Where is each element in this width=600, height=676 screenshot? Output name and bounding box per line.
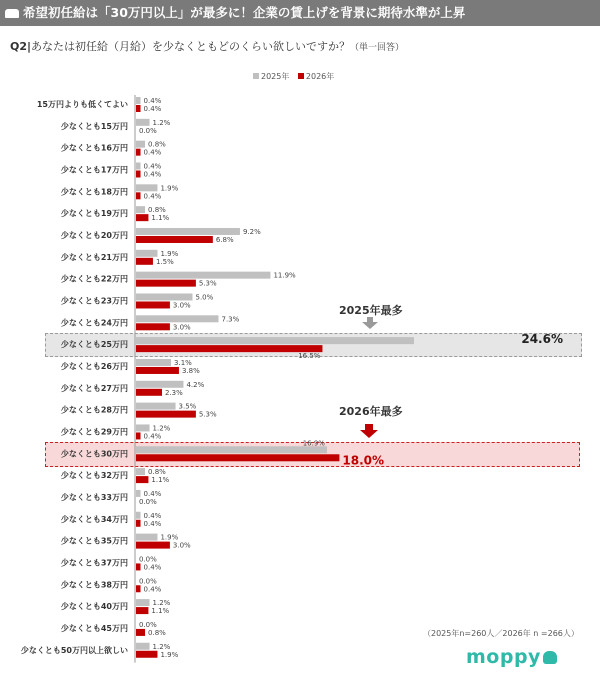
data-label-2025: 1.9% (160, 249, 179, 258)
data-label-2025: 0.0% (139, 555, 157, 564)
bar-2025 (136, 141, 145, 148)
question-body: あなたは初任給（月給）を少なくともどのくらい欲しいですか？ (31, 40, 351, 53)
data-label-2025: 1.2% (152, 642, 171, 651)
data-label-2025: 1.2% (152, 118, 171, 127)
bar-2025 (136, 599, 150, 606)
data-label-2025: 1.2% (152, 599, 171, 608)
bar-2025 (136, 162, 141, 169)
bar-2025 (136, 315, 218, 322)
data-label-2026: 6.8% (215, 235, 234, 244)
bar-2025 (136, 403, 176, 410)
data-label-2026: 3.0% (172, 323, 191, 332)
data-label-2025: 0.8% (148, 468, 166, 477)
bar-2026 (136, 170, 141, 177)
data-label-2025: 16.9% (302, 439, 325, 448)
data-label-2026: 0.4% (143, 563, 162, 572)
data-label-2025: 1.9% (160, 533, 179, 542)
bar-2026 (136, 389, 162, 396)
bar-2026 (136, 520, 141, 527)
category-label: 少なくとも40万円 (60, 602, 128, 612)
data-label-2025: 24.6% (521, 332, 563, 347)
data-label-2026: 0.4% (143, 105, 162, 113)
bar-2025 (136, 490, 141, 497)
bar-2025 (136, 250, 157, 257)
bar-2026 (136, 192, 141, 199)
data-label-2026: 0.0% (139, 126, 157, 135)
category-label: 少なくとも33万円 (60, 492, 128, 502)
category-label: 少なくとも34万円 (60, 514, 128, 524)
data-label-2026: 2.3% (164, 388, 183, 397)
bar-2026 (136, 607, 148, 614)
data-label-2025: 0.4% (143, 162, 162, 171)
bar-2026 (136, 629, 145, 636)
bar-2026 (136, 585, 141, 592)
category-label: 少なくとも21万円 (60, 252, 128, 262)
data-label-2025: 0.0% (139, 620, 157, 629)
bar-2026 (136, 411, 196, 418)
data-label-2026: 1.5% (155, 257, 174, 266)
legend-label-2025: 2025年 (261, 72, 290, 81)
data-label-2026: 16.5% (298, 352, 321, 361)
bar-2026 (136, 454, 339, 461)
bar-2025 (136, 381, 183, 388)
data-label-2025: 0.8% (148, 206, 166, 215)
data-label-2025: 5.0% (195, 293, 214, 302)
logo-mark-icon (543, 651, 557, 664)
category-label: 少なくとも37万円 (60, 558, 128, 568)
bar-2025 (136, 424, 150, 431)
data-label-2026: 0.4% (143, 585, 162, 594)
data-label-2026: 0.8% (148, 628, 166, 637)
annotation-2025-max: 2025年最多 (339, 304, 403, 317)
bar-2025 (136, 97, 141, 104)
question-note: （単一回答） (350, 43, 405, 53)
annotation-2026-max: 2026年最多 (339, 405, 403, 418)
logo-text: moppy (466, 646, 541, 668)
bar-2026 (136, 149, 141, 156)
bar-2025 (136, 534, 157, 541)
data-label-2025: 0.0% (139, 577, 157, 586)
data-label-2026: 0.4% (143, 519, 162, 528)
bar-2025 (136, 184, 157, 191)
bar-2026 (136, 542, 170, 549)
bar-2025 (136, 228, 240, 235)
data-label-2025: 0.4% (143, 97, 162, 105)
bar-2025 (136, 643, 150, 650)
bar-2026 (136, 367, 179, 374)
data-label-2025: 9.2% (242, 227, 261, 236)
category-label: 少なくとも38万円 (60, 580, 128, 590)
category-label: 少なくとも24万円 (60, 318, 128, 328)
data-label-2026: 1.1% (151, 214, 170, 223)
category-label: 少なくとも16万円 (60, 143, 128, 153)
bar-2025 (136, 468, 145, 475)
data-label-2026: 0.4% (143, 432, 162, 441)
bar-2025 (136, 206, 145, 213)
bar-2025 (136, 293, 193, 300)
data-label-2026: 0.0% (139, 497, 157, 506)
data-label-2026: 0.4% (143, 170, 162, 179)
category-label: 少なくとも25万円 (60, 340, 128, 350)
data-label-2025: 0.4% (143, 511, 162, 520)
footnote-sample-size: （2025年n=260人／2026年 n =266人） (423, 629, 579, 638)
bar-2025 (136, 359, 171, 366)
bar-2026 (136, 563, 141, 570)
bar-2026 (136, 651, 157, 658)
bar-2026 (136, 105, 141, 112)
headline-title: 希望初任給は「30万円以上」が最多に！企業の賃上げを背景に期待水準が上昇 (23, 5, 466, 20)
bar-2025 (136, 119, 150, 126)
data-label-2025: 4.2% (186, 380, 205, 389)
data-label-2025: 3.5% (178, 402, 197, 411)
bar-2026 (136, 236, 213, 243)
bar-2025 (136, 446, 327, 453)
moppy-logo (466, 646, 557, 668)
bar-2025 (136, 337, 414, 344)
data-label-2025: 1.9% (160, 184, 179, 193)
data-label-2026: 3.0% (172, 541, 191, 550)
data-label-2026: 0.4% (143, 148, 162, 157)
category-label: 少なくとも19万円 (60, 209, 128, 219)
bar-2026 (136, 476, 148, 483)
data-label-2026: 18.0% (342, 453, 385, 468)
bar-2026 (136, 323, 170, 330)
category-label: 少なくとも50万円以上欲しい (20, 645, 128, 655)
category-label: 少なくとも27万円 (60, 383, 128, 393)
bar-2026 (136, 214, 148, 221)
data-label-2025: 3.1% (174, 358, 192, 367)
category-label: 少なくとも45万円 (60, 623, 128, 633)
legend-label-2026: 2026年 (305, 72, 335, 81)
question-number: Q2| (10, 40, 32, 53)
category-label: 少なくとも28万円 (60, 405, 128, 415)
bar-2026 (136, 345, 322, 352)
category-label: 少なくとも22万円 (60, 274, 128, 284)
category-label: 少なくとも29万円 (60, 427, 128, 437)
data-label-2026: 1.1% (151, 607, 170, 616)
category-label: 少なくとも20万円 (60, 230, 128, 240)
data-label-2025: 1.2% (152, 424, 171, 433)
data-label-2025: 0.4% (143, 489, 162, 498)
category-label: 少なくとも17万円 (60, 165, 128, 175)
category-label: 少なくとも32万円 (60, 471, 128, 481)
data-label-2026: 1.9% (160, 650, 179, 659)
category-label: 少なくとも15万円 (60, 121, 128, 131)
bar-2026 (136, 258, 153, 265)
bar-2025 (136, 512, 141, 519)
category-label: 少なくとも35万円 (60, 536, 128, 546)
category-label: 15万円よりも低くてよい (36, 100, 128, 109)
category-label: 少なくとも23万円 (60, 296, 128, 306)
category-label: 少なくとも26万円 (60, 361, 128, 371)
category-label: 少なくとも18万円 (60, 187, 128, 197)
data-label-2026: 3.8% (181, 366, 200, 375)
data-label-2025: 0.8% (148, 140, 166, 149)
category-label: 少なくとも30万円 (60, 449, 128, 459)
bar-2025 (136, 272, 270, 279)
data-label-2025: 7.3% (221, 315, 240, 324)
data-label-2026: 0.4% (143, 192, 162, 201)
data-label-2026: 3.0% (172, 301, 191, 310)
data-label-2025: 11.9% (273, 271, 296, 280)
data-label-2026: 5.3% (198, 410, 217, 419)
bar-2026 (136, 301, 170, 308)
data-label-2026: 5.3% (198, 279, 217, 288)
data-label-2026: 1.1% (151, 476, 170, 485)
bar-2026 (136, 432, 141, 439)
bar-2026 (136, 280, 196, 287)
